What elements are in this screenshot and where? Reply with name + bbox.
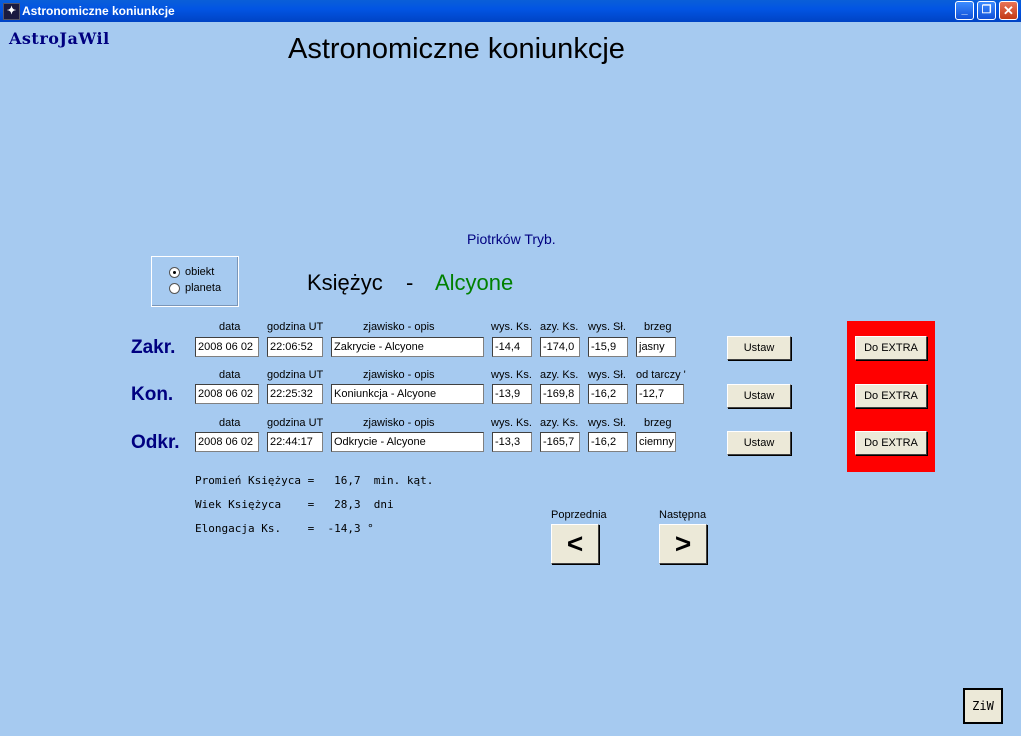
restore-icon[interactable]: ❐ [977, 1, 996, 20]
window-title: Astronomiczne koniunkcje [22, 4, 175, 18]
time-field[interactable]: 22:44:17 [267, 432, 323, 452]
limb-field[interactable]: ciemny [636, 432, 676, 452]
do-extra-button[interactable]: Do EXTRA [855, 431, 927, 455]
date-field[interactable]: 2008 06 02 [195, 384, 259, 404]
limb-field[interactable]: jasny [636, 337, 676, 357]
moon-age-text: Wiek Księżyca = 28,3 dni [195, 498, 394, 511]
moon-altitude-field[interactable]: -14,4 [492, 337, 532, 357]
date-field[interactable]: 2008 06 02 [195, 432, 259, 452]
radio-obiekt-label: obiekt [185, 266, 215, 278]
header-time: godzina UT [267, 369, 324, 381]
ziw-button[interactable]: ZiW [963, 688, 1003, 724]
sun-altitude-field[interactable]: -15,9 [588, 337, 628, 357]
description-field[interactable]: Zakrycie - Alcyone [331, 337, 484, 357]
radio-planeta[interactable] [169, 282, 221, 294]
pair-separator: - [406, 270, 414, 295]
header-moon-alt: wys. Ks. [491, 321, 532, 333]
elongation-text: Elongacja Ks. = -14,3 ° [195, 522, 374, 535]
minimize-icon[interactable]: _ [955, 1, 974, 20]
distance-from-disk-field[interactable]: -12,7 [636, 384, 684, 404]
time-field[interactable]: 22:06:52 [267, 337, 323, 357]
row-label-odkr: Odkr. [131, 432, 180, 453]
header-date: data [219, 369, 241, 381]
do-extra-button[interactable]: Do EXTRA [855, 336, 927, 360]
radio-planeta-indicator[interactable] [169, 283, 180, 294]
row-label-zakr: Zakr. [131, 337, 176, 358]
next-button[interactable]: > [659, 524, 707, 564]
do-extra-button[interactable]: Do EXTRA [855, 384, 927, 408]
header-moon-az: azy. Ks. [540, 417, 579, 429]
moon-altitude-field[interactable]: -13,9 [492, 384, 532, 404]
header-sun-alt: wys. Sł. [588, 417, 626, 429]
row-label-kon: Kon. [131, 384, 174, 405]
header-sun-alt: wys. Sł. [588, 369, 626, 381]
header-desc: zjawisko - opis [363, 369, 435, 381]
header-extra: od tarczy ' [636, 369, 686, 381]
pair-body-label: Księżyc [307, 270, 383, 295]
pair-object-label: Alcyone [435, 270, 514, 295]
moon-azimuth-field[interactable]: -169,8 [540, 384, 580, 404]
previous-button[interactable]: < [551, 524, 599, 564]
header-desc: zjawisko - opis [363, 417, 435, 429]
page-title: Astronomiczne koniunkcje [288, 33, 625, 65]
header-time: godzina UT [267, 321, 324, 333]
header-moon-az: azy. Ks. [540, 369, 579, 381]
radio-obiekt-indicator[interactable] [169, 267, 180, 278]
header-date: data [219, 321, 241, 333]
moon-azimuth-field[interactable]: -174,0 [540, 337, 580, 357]
moon-radius-text: Promień Księżyca = 16,7 min. kąt. [195, 474, 434, 487]
header-sun-alt: wys. Sł. [588, 321, 626, 333]
header-desc: zjawisko - opis [363, 321, 435, 333]
header-extra: brzeg [644, 321, 672, 333]
previous-label: Poprzednia [551, 509, 607, 521]
location-label: Piotrków Tryb. [467, 231, 556, 247]
sun-altitude-field[interactable]: -16,2 [588, 384, 628, 404]
mode-radio-group [151, 256, 239, 307]
set-button[interactable]: Ustaw [727, 384, 791, 408]
sun-altitude-field[interactable]: -16,2 [588, 432, 628, 452]
window-title-bar[interactable] [0, 0, 1021, 22]
description-field[interactable]: Odkrycie - Alcyone [331, 432, 484, 452]
header-extra: brzeg [644, 417, 672, 429]
header-date: data [219, 417, 241, 429]
next-label: Następna [659, 509, 707, 521]
header-time: godzina UT [267, 417, 324, 429]
set-button[interactable]: Ustaw [727, 431, 791, 455]
radio-planeta-label: planeta [185, 282, 222, 294]
description-field[interactable]: Koniunkcja - Alcyone [331, 384, 484, 404]
header-moon-alt: wys. Ks. [491, 417, 532, 429]
close-icon[interactable]: ✕ [999, 1, 1018, 20]
time-field[interactable]: 22:25:32 [267, 384, 323, 404]
date-field[interactable]: 2008 06 02 [195, 337, 259, 357]
header-moon-az: azy. Ks. [540, 321, 579, 333]
brand-label: AstroJaWil [9, 29, 110, 48]
header-moon-alt: wys. Ks. [491, 369, 532, 381]
radio-obiekt[interactable] [169, 266, 214, 278]
moon-azimuth-field[interactable]: -165,7 [540, 432, 580, 452]
set-button[interactable]: Ustaw [727, 336, 791, 360]
moon-altitude-field[interactable]: -13,3 [492, 432, 532, 452]
star-app-icon[interactable]: ✦ [3, 3, 20, 20]
